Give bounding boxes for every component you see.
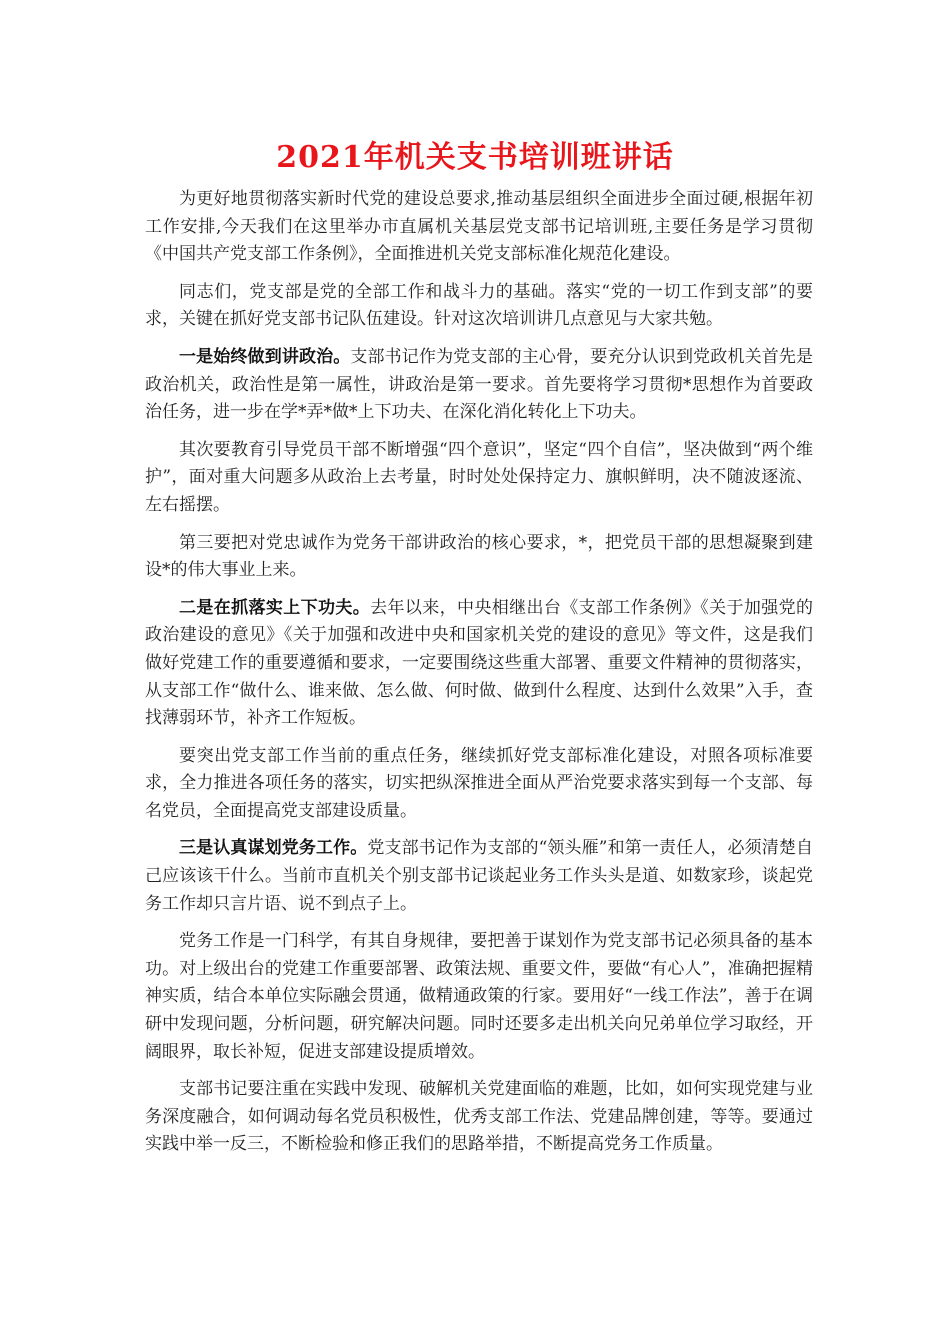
- document-title: 2021年机关支书培训班讲话: [276, 140, 674, 175]
- paragraph-lead-heading: 一是始终做到讲政治。: [179, 346, 351, 367]
- paragraph-lead-heading: 二是在抓落实上下功夫。: [179, 597, 371, 618]
- paragraph-text: 支部书记要注重在实践中发现、破解机关党建面临的难题，比如，如何实现党建与业务深度融合，如何调动每名党员积极性，优秀支部工作法、党建品牌创建，等等。要通过实践中举一反三，不断检验和修正我们的思路举措，不断提高党务工作质量。: [145, 1079, 813, 1155]
- document-body: [145, 186, 813, 1169]
- paragraph-lead-heading: 三是认真谋划党务工作。: [179, 838, 368, 859]
- paragraph-text: 要突出党支部工作当前的重点任务，继续抓好党支部标准化建设，对照各项标准要求，全力推进各项任务的落实，切实把纵深推进全面从严治党要求落实到每一个支部、每名党员，全面提高党支部建设质量。: [145, 745, 813, 821]
- paragraph-text: 党支部书记作为支部的“领头雁”和第一责任人，必须清楚自己应该该干什么。当前市直机关个别支部书记谈起业务工作头头是道、如数家珍，谈起党务工作却只言片语、说不到点子上。: [145, 838, 813, 914]
- paragraph-text: 去年以来，中央相继出台《支部工作条例》《关于加强党的政治建设的意见》《关于加强和改进中央和国家机关党的建设的意见》等文件，这是我们做好党建工作的重要遵循和要求，一定要围绕这些重大部署、重要文件精神的贯彻落实，从支部工作“做什么、谁来做、怎么做、何时做、做到什么程度、达到什么效果”入手，查找薄弱环节，补齐工作短板。: [145, 597, 813, 729]
- body-paragraph: [145, 530, 813, 585]
- body-paragraph: [145, 344, 813, 427]
- paragraph-text: 同志们，党支部是党的全部工作和战斗力的基础。落实“党的一切工作到支部”的要求，关键在抓好党支部书记队伍建设。针对这次培训讲几点意见与大家共勉。: [145, 281, 813, 330]
- paragraph-text: 其次要教育引导党员干部不断增强“四个意识”，坚定“四个自信”，坚决做到“两个维护”，面对重大问题多从政治上去考量，时时处处保持定力、旗帜鲜明，决不随波逐流、左右摇摆。: [145, 439, 813, 515]
- body-paragraph: [145, 437, 813, 520]
- paragraph-text: 支部书记作为党支部的主心骨，要充分认识到党政机关首先是政治机关，政治性是第一属性，讲政治是第一要求。首先要将学习贯彻*思想作为首要政治任务，进一步在学*弄*做*上下功夫、在深化消化转化上下功夫。: [145, 346, 814, 423]
- body-paragraph: [145, 1076, 813, 1159]
- body-paragraph: [145, 743, 813, 826]
- body-paragraph: [145, 928, 813, 1066]
- body-paragraph: [145, 835, 813, 918]
- body-paragraph: [145, 279, 813, 334]
- body-paragraph: [145, 186, 813, 269]
- paragraph-text: 党务工作是一门科学，有其自身规律，要把善于谋划作为党支部书记必须具备的基本功。对上级出台的党建工作重要部署、政策法规、重要文件，要做“有心人”，准确把握精神实质，结合本单位实际融会贯通，做精通政策的行家。要用好“一线工作法”，善于在调研中发现问题，分析问题，研究解决问题。同时还要多走出机关向兄弟单位学习取经，开阔眼界，取长补短，促进支部建设提质增效。: [145, 931, 813, 1062]
- paragraph-text: 为更好地贯彻落实新时代党的建设总要求,推动基层组织全面进步全面过硬,根据年初工作安排,今天我们在这里举办市直属机关基层党支部书记培训班,主要任务是学习贯彻《中国共产党支部工作条例》，全面推进机关党支部标准化规范化建设。: [145, 189, 813, 265]
- paragraph-text: 第三要把对党忠诚作为党务干部讲政治的核心要求，*，把党员干部的思想凝聚到建设*的伟大事业上来。: [145, 532, 813, 581]
- body-paragraph: [145, 595, 813, 733]
